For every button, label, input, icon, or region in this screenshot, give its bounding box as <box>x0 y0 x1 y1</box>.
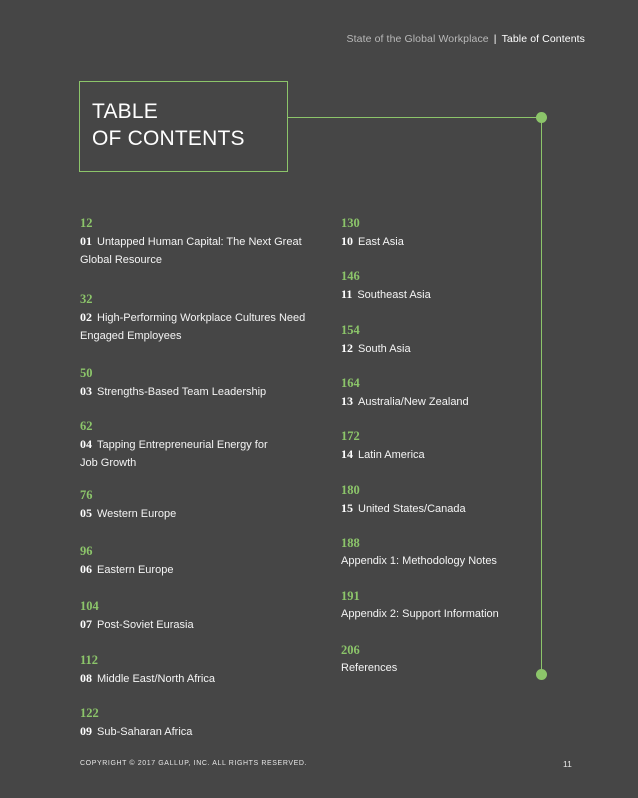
copyright-notice: COPYRIGHT © 2017 GALLUP, INC. ALL RIGHTS RESERVED. <box>80 760 308 767</box>
toc-entry[interactable] <box>80 487 330 523</box>
toc-entry-title <box>341 232 531 251</box>
toc-entry[interactable] <box>341 375 531 411</box>
toc-entry[interactable] <box>341 642 531 677</box>
toc-entry-title <box>341 499 531 518</box>
toc-chapter-number: 13 <box>341 394 353 408</box>
toc-entry-text: Latin America <box>358 449 425 461</box>
connector-vertical-line <box>541 117 542 674</box>
toc-entry[interactable] <box>341 322 531 358</box>
toc-page-number: 172 <box>341 429 360 443</box>
toc-entry-text: United States/Canada <box>358 503 466 515</box>
toc-entry-title <box>341 445 531 464</box>
toc-entry[interactable] <box>80 705 330 741</box>
toc-page-number: 122 <box>80 706 99 720</box>
toc-entry-title <box>80 504 330 523</box>
toc-entry[interactable] <box>80 543 330 579</box>
toc-page-number: 180 <box>341 483 360 497</box>
toc-chapter-number: 09 <box>80 724 92 738</box>
toc-chapter-number: 05 <box>80 506 92 520</box>
toc-entry-text: Middle East/North Africa <box>97 673 215 685</box>
toc-chapter-number: 12 <box>341 341 353 355</box>
toc-entry-text: Post-Soviet Eurasia <box>97 619 194 631</box>
toc-entry-text: Southeast Asia <box>357 289 431 301</box>
connector-dot-top <box>536 112 547 123</box>
toc-entry-title <box>341 339 531 358</box>
toc-page-number: 164 <box>341 376 360 390</box>
toc-entry-text: Strengths-Based Team Leadership <box>97 386 267 398</box>
page-title-line1: TABLE <box>92 100 158 123</box>
toc-entry-title: Appendix 2: Support Information <box>341 608 499 620</box>
toc-chapter-number: 02 <box>80 310 92 324</box>
toc-entry[interactable] <box>341 428 531 464</box>
toc-entry-title: Appendix 1: Methodology Notes <box>341 555 497 567</box>
toc-page-number: 104 <box>80 599 99 613</box>
toc-entry[interactable] <box>341 215 531 251</box>
toc-entry-title: References <box>341 662 398 674</box>
toc-entry-title-continued: Job Growth <box>80 457 137 469</box>
toc-entry[interactable] <box>80 291 330 345</box>
title-box <box>79 81 288 172</box>
toc-entry-title <box>80 382 330 401</box>
header-section: Table of Contents <box>501 33 585 45</box>
toc-chapter-number: 04 <box>80 437 92 451</box>
toc-entry[interactable] <box>80 418 330 472</box>
running-header <box>347 33 585 45</box>
toc-page-number: 154 <box>341 323 360 337</box>
toc-page-number: 130 <box>341 216 360 230</box>
connector-dot-bottom <box>536 669 547 680</box>
toc-entry[interactable] <box>341 535 531 570</box>
toc-page-number: 96 <box>80 544 93 558</box>
page-number: 11 <box>563 759 572 769</box>
toc-page-number: 191 <box>341 589 360 603</box>
toc-entry-title <box>80 435 330 454</box>
toc-entry-text: Western Europe <box>97 508 177 520</box>
toc-chapter-number: 08 <box>80 671 92 685</box>
toc-entry[interactable] <box>341 482 531 518</box>
toc-entry-title <box>80 722 330 741</box>
toc-chapter-number: 03 <box>80 384 92 398</box>
header-separator: | <box>493 33 497 45</box>
toc-entry-text: High-Performing Workplace Cultures Need <box>97 312 306 324</box>
toc-chapter-number: 11 <box>341 287 353 301</box>
toc-entry-title <box>80 232 330 251</box>
page-title-line2: OF CONTENTS <box>92 127 245 150</box>
header-doc-title: State of the Global Workplace <box>346 33 489 45</box>
toc-entry-text: Australia/New Zealand <box>358 396 469 408</box>
toc-entry-text: Eastern Europe <box>97 564 174 576</box>
toc-entry-text: Untapped Human Capital: The Next Great <box>97 236 302 248</box>
toc-entry[interactable] <box>341 588 531 623</box>
toc-page-number: 76 <box>80 488 93 502</box>
toc-entry-text: East Asia <box>358 236 404 248</box>
toc-chapter-number: 14 <box>341 447 353 461</box>
toc-page-number: 50 <box>80 366 93 380</box>
toc-page-number: 146 <box>341 269 360 283</box>
toc-chapter-number: 15 <box>341 501 353 515</box>
toc-entry-title <box>80 308 330 327</box>
toc-entry-title <box>80 669 330 688</box>
toc-entry-text: Tapping Entrepreneurial Energy for <box>97 439 268 451</box>
toc-chapter-number: 07 <box>80 617 92 631</box>
toc-chapter-number: 01 <box>80 234 92 248</box>
toc-entry[interactable] <box>80 365 330 401</box>
toc-chapter-number: 06 <box>80 562 92 576</box>
toc-entry-title <box>80 560 330 579</box>
toc-chapter-number: 10 <box>341 234 353 248</box>
toc-page-number: 112 <box>80 653 99 667</box>
toc-page-number: 62 <box>80 419 93 433</box>
connector-horizontal-line <box>288 117 541 118</box>
toc-page-number: 206 <box>341 643 360 657</box>
toc-entry-title-continued: Engaged Employees <box>80 330 182 342</box>
toc-entry-title <box>341 392 531 411</box>
toc-page-number: 188 <box>341 536 360 550</box>
toc-entry[interactable] <box>80 598 330 634</box>
page-title <box>92 98 245 152</box>
toc-entry-title <box>341 285 531 304</box>
toc-entry-text: Sub-Saharan Africa <box>97 726 193 738</box>
toc-entry[interactable] <box>80 652 330 688</box>
toc-page-number: 12 <box>80 216 93 230</box>
toc-entry-title <box>80 615 330 634</box>
toc-entry-text: South Asia <box>358 343 411 355</box>
toc-page-number: 32 <box>80 292 93 306</box>
toc-entry[interactable] <box>341 268 531 304</box>
toc-entry-title-continued: Global Resource <box>80 254 162 266</box>
toc-entry[interactable] <box>80 215 330 269</box>
